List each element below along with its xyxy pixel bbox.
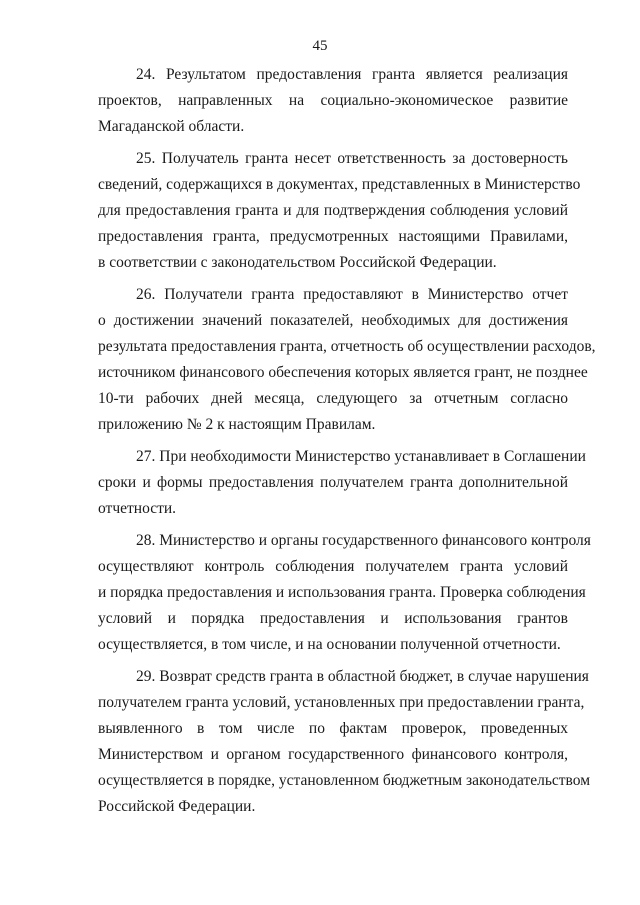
paragraph-line: сроки и формы предоставления получателем гранта дополнительной [98, 474, 568, 491]
paragraph-26 [98, 282, 596, 438]
paragraph-line: осуществляется в порядке, установленном бюджетным законодательством [98, 772, 591, 789]
paragraph-line: Магаданской области. [98, 118, 245, 135]
paragraph-line: Министерством и органом государственного финансового контроля, [98, 746, 568, 763]
paragraph-line: 24. Результатом предоставления гранта является реализация [136, 66, 568, 83]
page-number: 45 [312, 38, 328, 54]
paragraph-line: в соответствии с законодательством Российской Федерации. [98, 254, 497, 271]
paragraph-27 [98, 444, 586, 522]
paragraph-24 [98, 62, 568, 140]
paragraph-line: 28. Министерство и органы государственного финансового контроля [136, 532, 591, 549]
paragraph-line: результата предоставления гранта, отчетность об осуществлении расходов, [98, 338, 596, 355]
paragraph-line: и порядка предоставления и использования гранта. Проверка соблюдения [98, 584, 586, 601]
paragraph-line: источником финансового обеспечения которых является грант, не позднее [98, 364, 588, 381]
paragraph-line: предоставления гранта, предусмотренных настоящими Правилами, [98, 228, 568, 245]
paragraph-line: 25. Получатель гранта несет ответственность за достоверность [136, 150, 568, 167]
paragraph-line: отчетности. [98, 500, 177, 517]
paragraph-line: 26. Получатели гранта предоставляют в Министерство отчет [136, 286, 568, 303]
paragraph-line: получателем гранта условий, установленных при предоставлении гранта, [98, 694, 585, 711]
paragraph-line: осуществляется, в том числе, и на основании полученной отчетности. [98, 636, 561, 653]
paragraph-line: сведений, содержащихся в документах, представленных в Министерство [98, 176, 581, 193]
paragraph-line: о достижении значений показателей, необходимых для достижения [98, 312, 568, 329]
paragraph-line: Российской Федерации. [98, 798, 256, 815]
paragraph-line: условий и порядка предоставления и использования грантов [98, 610, 568, 627]
paragraph-29 [98, 664, 591, 820]
paragraph-25 [98, 146, 581, 276]
paragraph-28 [98, 528, 591, 658]
document-body [98, 62, 596, 826]
paragraph-line: осуществляют контроль соблюдения получателем гранта условий [98, 558, 568, 575]
paragraph-line: проектов, направленных на социально-экономическое развитие [98, 92, 568, 109]
paragraph-line: приложению № 2 к настоящим Правилам. [98, 416, 376, 433]
paragraph-line: 27. При необходимости Министерство устанавливает в Соглашении [136, 448, 586, 465]
paragraph-line: 10-ти рабочих дней месяца, следующего за отчетным согласно [98, 390, 568, 407]
paragraph-line: для предоставления гранта и для подтверждения соблюдения условий [98, 202, 568, 219]
paragraph-line: выявленного в том числе по фактам проверок, проведенных [98, 720, 568, 737]
paragraph-line: 29. Возврат средств гранта в областной бюджет, в случае нарушения [136, 668, 589, 685]
